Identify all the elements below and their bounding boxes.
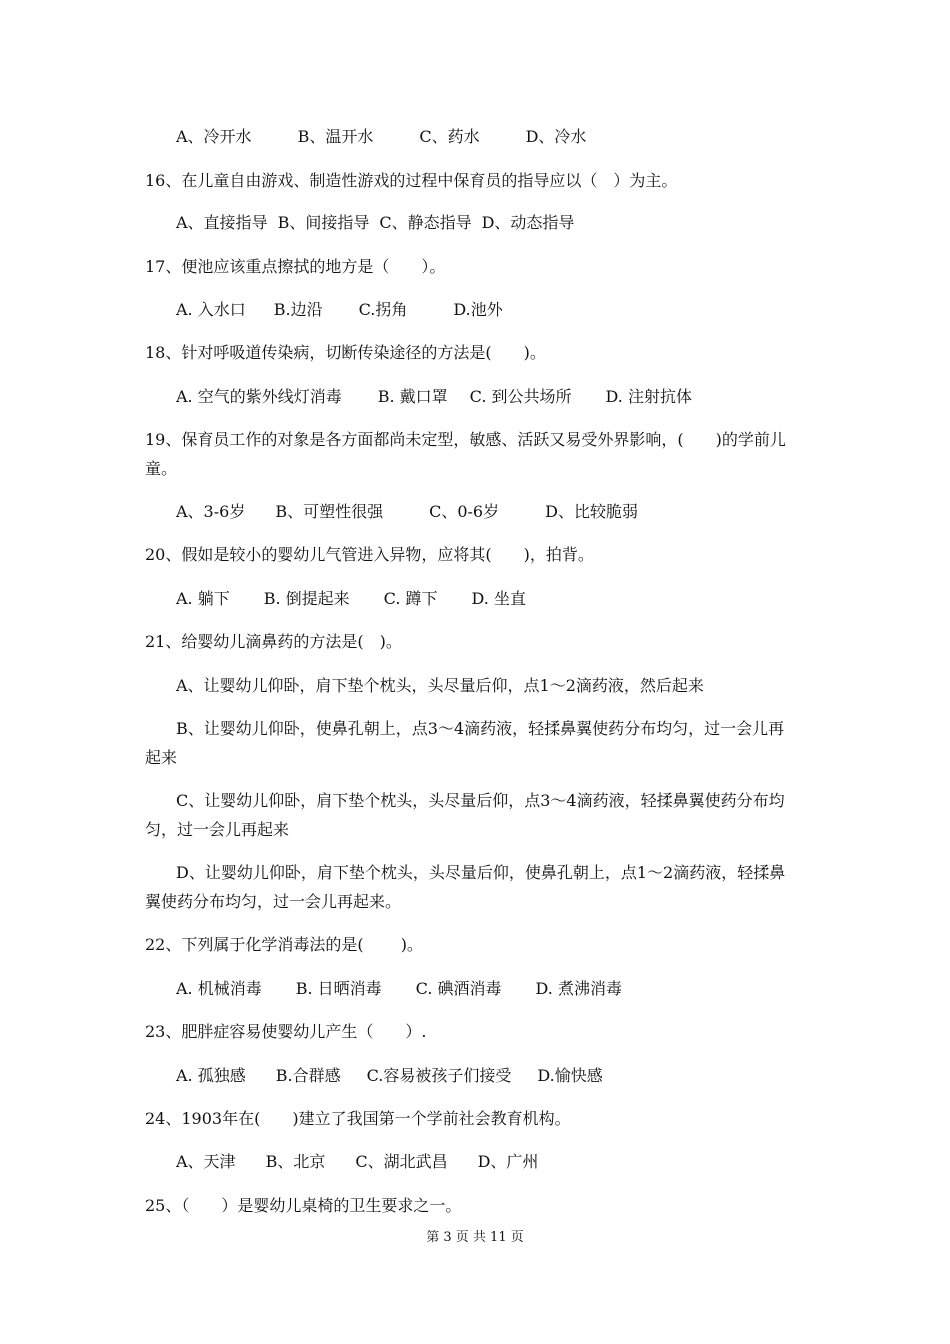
- option-d: D. 煮沸消毒: [535, 979, 622, 998]
- answer-options: [176, 589, 526, 609]
- question-text: 19、保育员工作的对象是各方面都尚未定型，敏感、活跃又易受外界影响，( )的学前儿: [145, 430, 786, 449]
- option-a: A、直接指导: [176, 213, 268, 232]
- question-text-line: 翼使药分布均匀，过一会儿再起来。: [145, 892, 402, 911]
- answer-options: [176, 387, 692, 407]
- option-d: D、动态指导: [481, 213, 575, 232]
- question-text: 24、1903年在( )建立了我国第一个学前社会教育机构。: [145, 1109, 571, 1128]
- question-text-line: A、让婴幼儿仰卧，肩下垫个枕头，头尽量后仰，点1～2滴药液，然后起来: [176, 676, 704, 695]
- answer-options: [176, 127, 586, 147]
- option-d: D.池外: [453, 300, 503, 319]
- option-c: C. 到公共场所: [469, 387, 572, 406]
- option-b: B、北京: [265, 1152, 326, 1171]
- question-text-line: B、让婴幼儿仰卧，使鼻孔朝上，点3～4滴药液，轻揉鼻翼使药分布均匀，过一会儿再: [176, 719, 785, 738]
- option-a: A. 孤独感: [176, 1066, 246, 1085]
- option-a: A. 空气的紫外线灯消毒: [176, 387, 342, 406]
- option-b: B. 倒提起来: [263, 589, 350, 608]
- option-a: A、3-6岁: [176, 502, 246, 521]
- option-c: C. 碘酒消毒: [415, 979, 502, 998]
- question-text: 16、在儿童自由游戏、制造性游戏的过程中保育员的指导应以（ ）为主。: [145, 171, 678, 190]
- option-a: A、冷开水: [176, 127, 252, 146]
- option-c: C、湖北武昌: [355, 1152, 448, 1171]
- option-b: B. 日晒消毒: [295, 979, 382, 998]
- option-b: B、可塑性很强: [275, 502, 384, 521]
- option-a: A. 入水口: [176, 300, 246, 319]
- option-c: C、0-6岁: [429, 502, 500, 521]
- question-text: 20、假如是较小的婴幼儿气管进入异物，应将其( )，拍背。: [145, 545, 594, 564]
- question-text-line: 匀，过一会儿再起来: [145, 820, 290, 839]
- option-c: C. 蹲下: [383, 589, 438, 608]
- option-d: D、冷水: [525, 127, 587, 146]
- question-text: 18、针对呼吸道传染病，切断传染途径的方法是( )。: [145, 343, 546, 362]
- question-text-line: D、让婴幼儿仰卧，肩下垫个枕头，头尽量后仰，使鼻孔朝上，点1～2滴药液，轻揉鼻: [176, 863, 786, 882]
- option-c: C.容易被孩子们接受: [366, 1066, 512, 1085]
- answer-options: [176, 979, 622, 999]
- question-text: 25、（ ）是婴幼儿桌椅的卫生要求之一。: [145, 1196, 462, 1215]
- option-b: B.边沿: [273, 300, 323, 319]
- option-a: A. 躺下: [176, 589, 230, 608]
- option-d: D、广州: [477, 1152, 539, 1171]
- answer-options: [176, 1152, 538, 1172]
- option-b: B.合群感: [275, 1066, 341, 1085]
- question-text: 22、下列属于化学消毒法的是( )。: [145, 935, 423, 954]
- option-a: A. 机械消毒: [176, 979, 262, 998]
- option-b: B、温开水: [297, 127, 374, 146]
- question-text: 21、给婴幼儿滴鼻药的方法是( )。: [145, 632, 402, 651]
- answer-options: [176, 300, 503, 320]
- page-footer: 第 3 页 共 11 页: [426, 1230, 524, 1245]
- question-text-line: 起来: [145, 748, 178, 767]
- question-text: 23、肥胖症容易使婴幼儿产生（ ）.: [145, 1022, 427, 1041]
- option-b: B、间接指导: [277, 213, 370, 232]
- option-b: B. 戴口罩: [377, 387, 448, 406]
- question-text-line: C、让婴幼儿仰卧，肩下垫个枕头，头尽量后仰，点3～4滴药液，轻揉鼻翼使药分布均: [176, 791, 785, 810]
- option-c: C.拐角: [358, 300, 408, 319]
- option-d: D. 注射抗体: [605, 387, 692, 406]
- option-a: A、天津: [176, 1152, 236, 1171]
- option-d: D.愉快感: [537, 1066, 603, 1085]
- answer-options: [176, 1066, 603, 1086]
- option-c: C、药水: [419, 127, 480, 146]
- question-text: 17、便池应该重点擦拭的地方是（ ）。: [145, 257, 446, 276]
- option-d: D、比较脆弱: [545, 502, 638, 521]
- answer-options: [176, 213, 574, 233]
- question-text-line: 童。: [145, 459, 178, 478]
- answer-options: [176, 502, 638, 522]
- option-c: C、静态指导: [379, 213, 472, 232]
- option-d: D. 坐直: [471, 589, 526, 608]
